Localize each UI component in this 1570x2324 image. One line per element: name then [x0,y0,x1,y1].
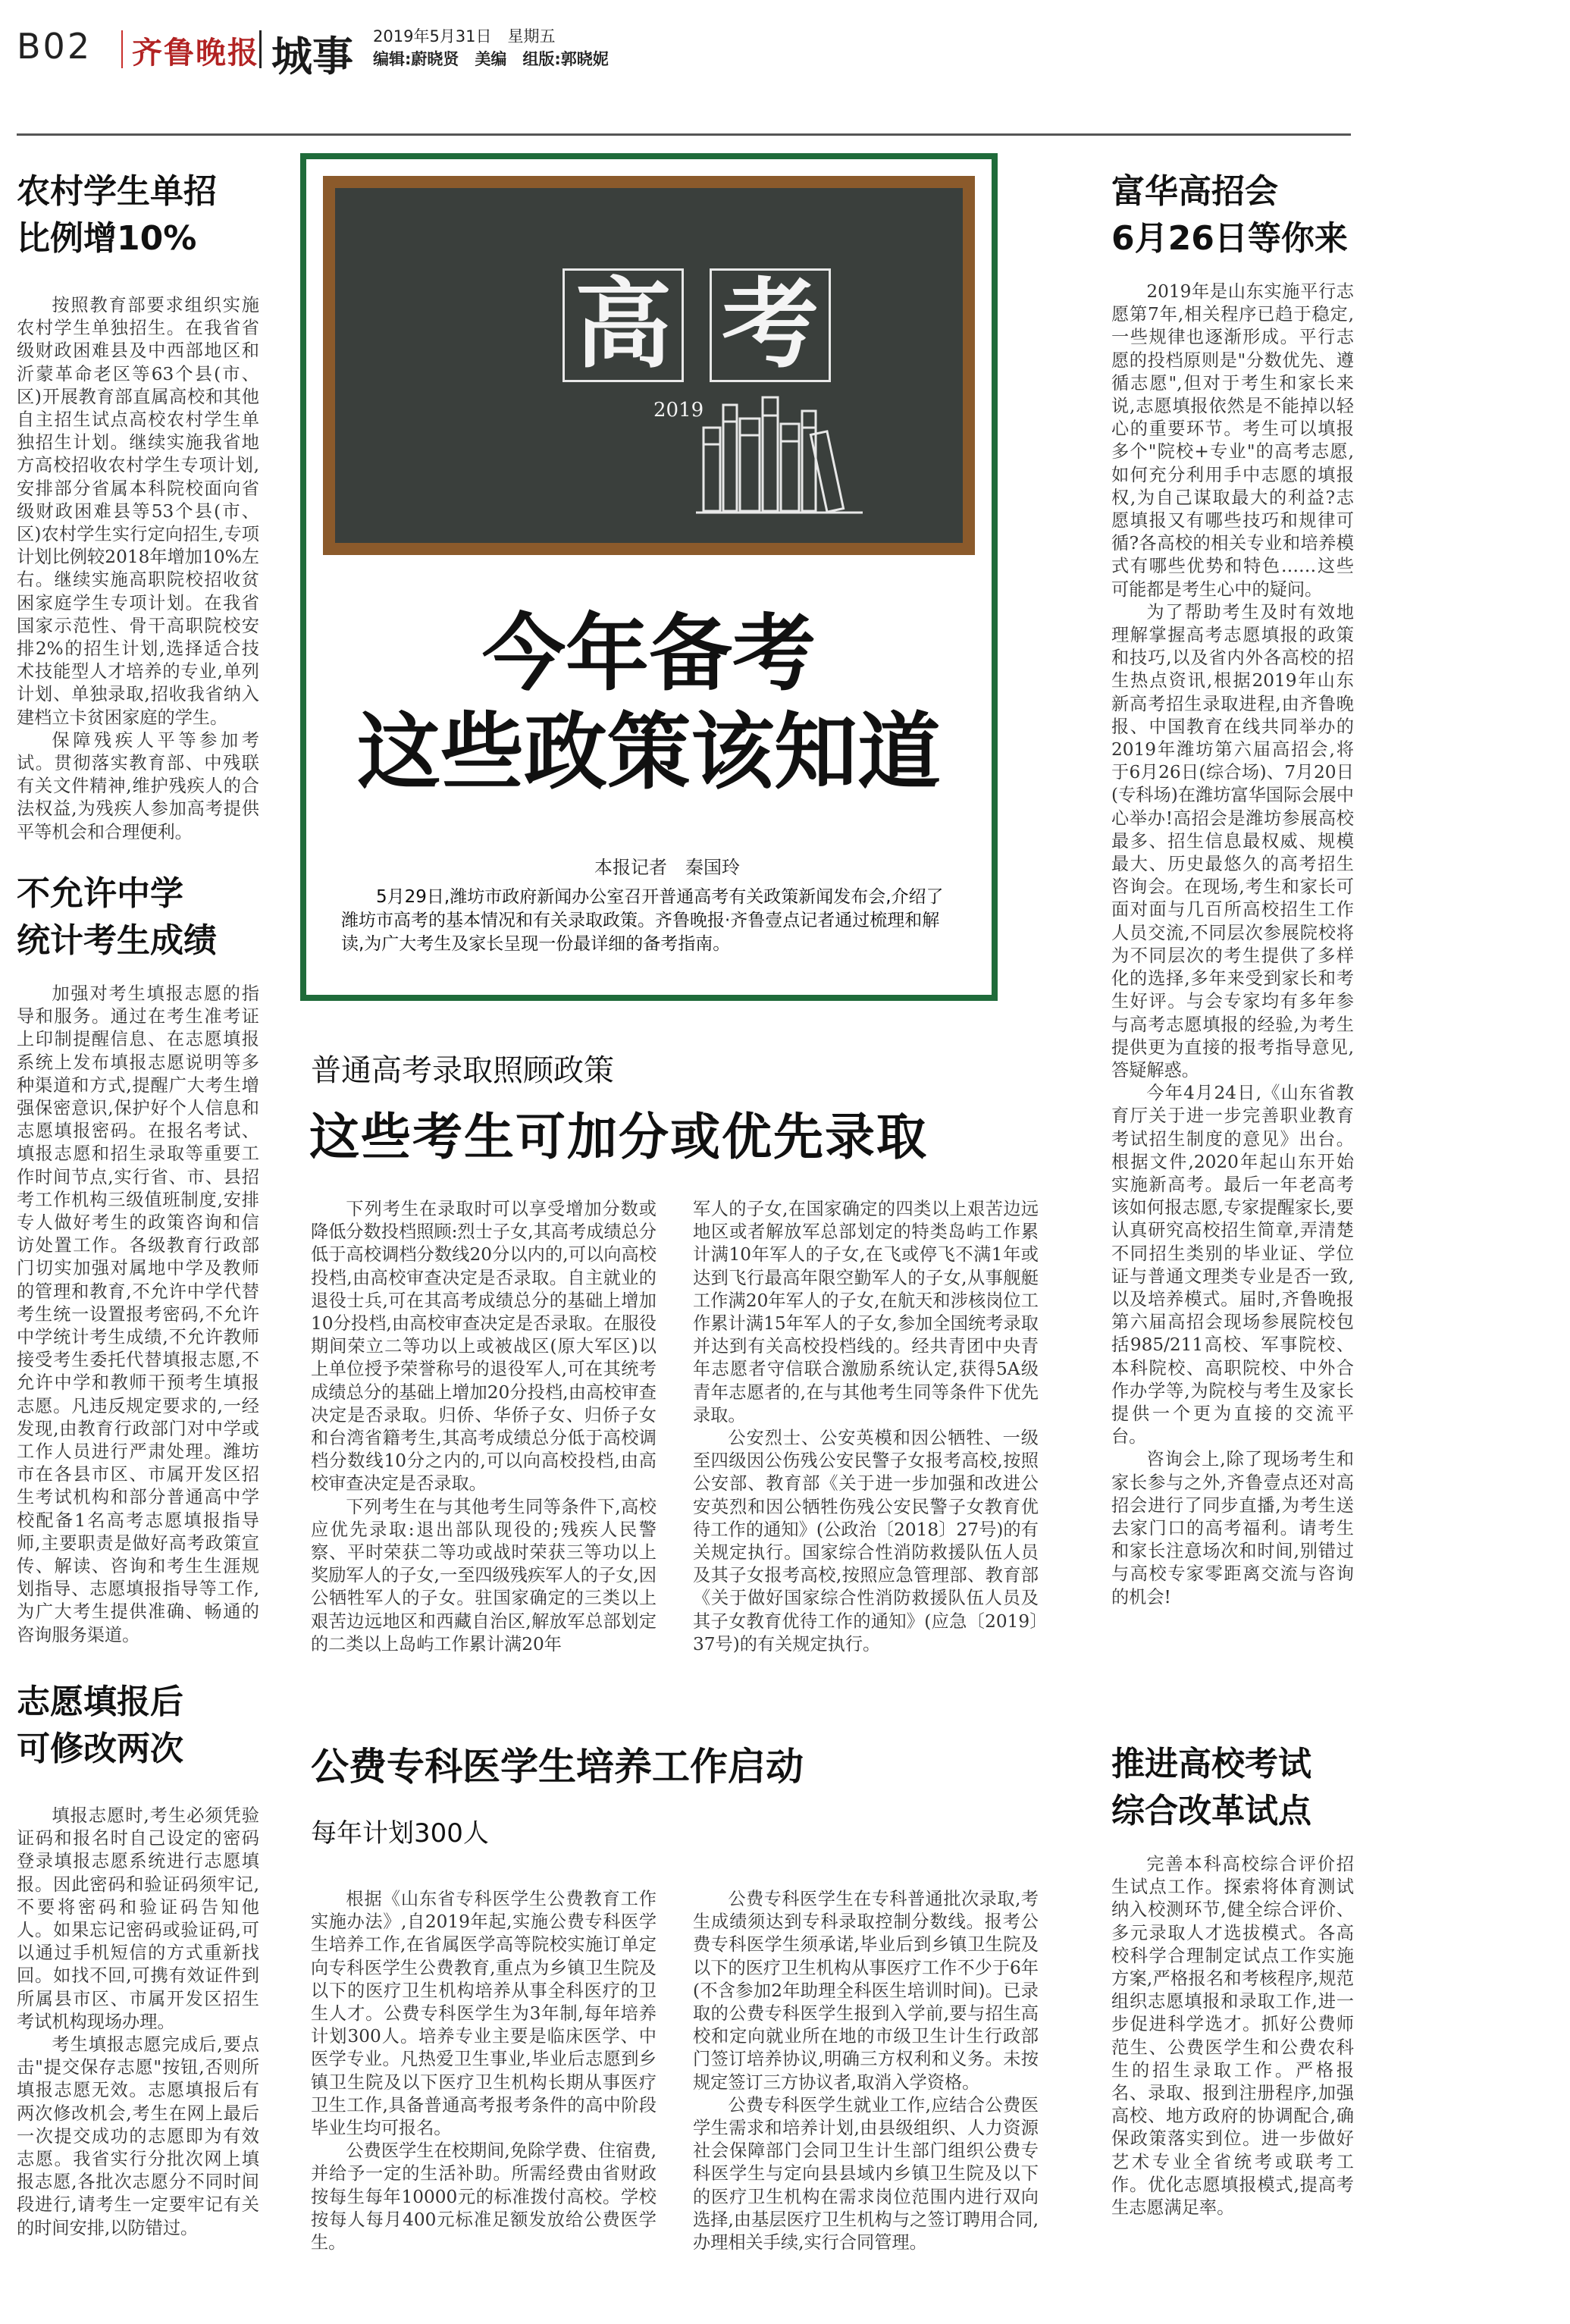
paragraph: 填报志愿时,考生必须凭验证码和报名时自己设定的密码登录填报志愿系统进行志愿填报。因此密码和验证码须牢记,不要将密码和验证码告知他人。如果忘记密码或验证码,可以通过手机短信的方式重新找回。如找不回,可携有效证件到所属县市区、市属开发区招生考试机构现场办理。 [17,1805,259,2032]
article-title [17,1679,259,1773]
article-fair [1111,168,1354,1609]
dateline: 2019年5月31日 星期五 [373,27,556,45]
section-kicker: 每年计划300人 [311,1818,489,1849]
section-title: 公费专科医学生培养工作启动 [311,1745,804,1789]
article-title [1111,1741,1354,1835]
article-body [1111,281,1354,1609]
paragraph: 公安烈士、公安英模和因公牺牲、一级至四级因公伤残公安民警子女报考高校,按照公安部、教育部《关于进一步加强和改进公安英烈和因公牺牲伤残公安民警子女教育优待工作的通知》(公政治〔2018〕27号)的有关规定执行。国家综合性消防救援队伍人员及其子女报考高校,按照应急管理部、教育部《关于做好国家综合性消防救援队伍人员及其子女教育优待工作的通知》(应急〔2019〕37号)的有关规定执行。 [693,1428,1039,1654]
article-modify-twice [17,1679,259,2240]
paragraph: 咨询会上,除了现场考生和家长参与之外,齐鲁壹点还对高招会进行了同步直播,为考生送去家门口的高考福利。请考生和家长注意场次和时间,别错过与高校专家零距离交流与咨询的机会! [1111,1449,1354,1607]
paragraph: 为了帮助考生及时有效地理解掌握高考志愿填报的政策和技巧,以及省内外各高校的招生热点资讯,根据2019年山东新高考招生录取进程,由齐鲁晚报、中国教育在线共同举办的2019年潍坊第六届高招会,将于6月26日(综合场)、7月20日(专科场)在潍坊富华国际会展中心举办!高招会是潍坊参展高校最多、招生信息最权威、规模最大、历史最悠久的高考招生咨询会。在现场,考生和家长可面对面与几百所高校招生工作人员交流,不同层次参展院校将为不同层次的考生提供了多样化的选择,多年来受到家长和考生好评。与会专家均有多年参与高考志愿填报的经验,为考生提供更为直接的报考指导意见,答疑解惑。 [1111,601,1354,1080]
section-title: 这些考生可加分或优先录取 [309,1108,928,1166]
paragraph: 公费专科医学生在专科普通批次录取,考生成绩须达到专科录取控制分数线。报考公费专科医学生须承诺,毕业后到乡镇卫生院及以下的医疗卫生机构从事医疗工作不少于6年(不含参加2年助理全科医生培训时间)。已录取的公费专科医学生报到入学前,要与招生高校和定向就业所在地的市级卫生计生行政部门签订培养协议,明确三方权利和义务。未按规定签订三方协议者,取消入学资格。 [693,1889,1039,2093]
article-title [17,168,259,262]
article-body [17,983,259,1647]
article-column [693,1198,1039,1656]
paragraph: 2019年是山东实施平行志愿第7年,相关程序已趋于稳定,一些规律也逐渐形成。平行志愿的投档原则是"分数优先、遵循志愿",但对于考生和家长来说,志愿填报依然是不能掉以轻心的重要环节。考生可以填报多个"院校+专业"的高考志愿,如何充分利用手中志愿的填报权,为自己谋取最大的利益?志愿填报又有哪些技巧和规律可循?各高校的相关专业和培养模式有哪些优势和特色……这些可能都是考生心中的疑问。 [1111,281,1354,600]
masthead [17,21,1427,80]
paragraph: 完善本科高校综合评价招生试点工作。探索将体育测试纳入校测环节,健全综合评价、多元录取人才选拔模式。各高校科学合理制定试点工作实施方案,严格报名和考核程序,规范组织志愿填报和录取工作,进一步促进科学选才。抓好公费师范生、公费医学生和公费农科生的招生录取工作。严格报名、录取、报到注册程序,加强高校、地方政府的协调配合,确保政策落实到位。进一步做好艺术专业全省统考或联考工作。优化志愿填报模式,提高考生志愿满足率。 [1111,1854,1354,2219]
article-body [1111,1853,1354,2219]
title-line: 不允许中学 [17,874,183,913]
article-reform-pilot [1111,1741,1354,2219]
paragraph: 下列考生在与其他考生同等条件下,高校应优先录取:退出部队现役的;残疾人民警察、平时荣获二等功或战时荣获三等功以上奖励军人的子女,一至四级残疾军人的子女,因公牺牲军人的子女。驻国家确定的三类以上艰苦边远地区和西藏自治区,解放军总部划定的二类以上岛屿工作累计满20年 [311,1496,657,1654]
newspaper-logo: 齐鲁晚报 [132,35,259,71]
article-body [17,294,259,844]
divider [121,30,123,68]
paragraph: 军人的子女,在国家确定的四类以上艰苦边远地区或者解放军总部划定的特类岛屿工作累计满10年军人的子女,在飞或停飞不满1年或达到飞行最高年限空勤军人的子女,从事舰艇工作满20年军人的子女,在航天和涉核岗位工作累计满15年军人的子女,参加全国统考录取并达到有关高校投档线的。经共青团中央青年志愿者守信联合激励系统认定,获得5A级青年志愿者的,在与其他考生同等条件下优先录取。 [693,1199,1039,1425]
article-column [311,1888,657,2254]
article-rural-students [17,168,259,844]
title-line: 富华高招会 [1111,172,1278,211]
credits: 编辑:蔚晓贤 美编 组版:郭晓妮 [373,50,609,68]
board-year: 2019 [653,399,704,422]
title-line: 志愿填报后 [17,1683,183,1721]
byline: 本报记者 秦国玲 [594,857,740,878]
paragraph: 根据《山东省专科医学生公费教育工作实施办法》,自2019年起,实施公费专科医学生培养工作,在省属医学高等院校实施订单定向专科医学生公费教育,重点为乡镇卫生院及以下的医疗卫生机构培养从事全科医疗的卫生人才。公费专科医学生为3年制,每年培养计划300人。培养专业主要是临床医学、中医学专业。凡热爱卫生事业,毕业后志愿到乡镇卫生院及以下医疗卫生机构长期从事医疗卫生工作,具备普通高考报考条件的高中阶段毕业生均可报名。 [311,1889,657,2139]
paragraph: 考生填报志愿完成后,要点击"提交保存志愿"按钮,否则所填报志愿无效。志愿填报后有两次修改机会,考生在网上最后一次提交成功的志愿即为有效志愿。我省实行分批次网上填报志愿,各批次志愿分不同时间段进行,请考生一定要牢记有关的时间安排,以防错过。 [17,2034,259,2238]
feature-headline [306,607,992,799]
title-line: 比例增10% [17,219,197,258]
title-line: 综合改革试点 [1111,1792,1311,1830]
title-line: 推进高校考试 [1111,1745,1311,1783]
section-kicker: 普通高考录取照顾政策 [311,1053,614,1088]
article-column [693,1888,1039,2254]
page-number: B02 [17,26,92,67]
title-line: 6月26日等你来 [1111,219,1348,258]
headline-line: 这些政策该知道 [357,704,941,801]
divider [259,30,262,68]
board-char: 考 [710,268,831,382]
chalkboard-illustration [323,176,975,555]
headline-line: 今年备考 [482,605,816,702]
article-body [17,1805,259,2240]
title-line: 可修改两次 [17,1730,183,1768]
section-name: 城事 [271,33,353,80]
title-line: 农村学生单招 [17,172,217,211]
article-no-stats [17,870,259,1647]
paragraph: 下列考生在录取时可以享受增加分数或降低分数投档照顾:烈士子女,其高考成绩总分低于高校调档分数线20分以内的,可以向高校投档,由高校审查决定是否录取。自主就业的退役士兵,可在其高考成绩总分的基础上增加10分投档,由高校审查决定是否录取。在服役期间荣立二等功以上或被战区(原大军区)以上单位授予荣誉称号的退役军人,可在其统考成绩总分的基础上增加20分投档,由高校审查决定是否录取。归侨、华侨子女、归侨子女和台湾省籍考生,其高考成绩总分低于高校调档分数线10分之内的,可以向高校投档,由高校审查决定是否录取。 [311,1199,657,1494]
paragraph: 加强对考生填报志愿的指导和服务。通过在考生准考证上印制提醒信息、在志愿填报系统上发布填报志愿说明等多种渠道和方式,提醒广大考生增强保密意识,保护好个人信息和志愿填报密码。在报名考试、填报志愿和招生录取等重要工作时间节点,实行省、市、县招考工作机构三级值班制度,安排专人做好考生的政策咨询和信访处置工作。各级教育行政部门切实加强对属地中学及教师的管理和教育,不允许中学代替考生统一设置报考密码,不允许中学统计考生成绩,不允许教师接受考生委托代替填报志愿,不允许中学和教师干预考生填报志愿。凡违反规定要求的,一经发现,由教育行政部门对中学或工作人员进行严肃处理。潍坊市在各县市区、市属开发区招生考试机构和部分普通高中学校配备1名高考志愿填报指导师,主要职责是做好高考政策宣传、解读、咨询和考生生涯规划指导、志愿填报指导等工作,为广大考生提供准确、畅通的咨询服务渠道。 [17,983,259,1645]
article-column [311,1198,657,1656]
board-char: 高 [563,268,684,382]
title-line: 统计考生成绩 [17,921,217,960]
article-title [17,870,259,964]
lede: 5月29日,潍坊市政府新闻办公室召开普通高考有关政策新闻发布会,介绍了潍坊市高考的基本情况和有关录取政策。齐鲁晚报·齐鲁壹点记者通过梳理和解读,为广大考生及家长呈现一份最详细的备考指南。 [341,887,944,954]
paragraph: 公费医学生在校期间,免除学费、住宿费,并给予一定的生活补助。所需经费由省财政按每生每年10000元的标准拨付高校。学校按每人每月400元标准足额发放给公费医学生。 [311,2141,657,2253]
paragraph: 保障残疾人平等参加考试。贯彻落实教育部、中残联有关文件精神,维护残疾人的合法权益,为残疾人参加高考提供平等机会和合理便利。 [17,729,259,842]
paragraph: 今年4月24日,《山东省教育厅关于进一步完善职业教育考试招生制度的意见》出台。根据文件,2020年起山东开始实施新高考。最后一年老高考该如何报志愿,专家提醒家长,要认真研究高校招生简章,弄清楚不同招生类别的毕业证、学位证与普通文理类专业是否一致,以及培养模式。届时,齐鲁晚报第六届高招会现场参展院校包括985/211高校、军事院校、本科院校、高职院校、中外合作办学等,为院校与考生及家长提供一个更为直接的交流平台。 [1111,1083,1354,1447]
paragraph: 按照教育部要求组织实施农村学生单独招生。在我省省级财政困难县及中西部地区和沂蒙革命老区等63个县(市、区)开展教育部直属高校和其他自主招生试点高校农村学生单独招生计划。继续实施我省地方高校招收农村学生专项计划,安排部分省属本科院校面向省级财政困难县等53个县(市、区)农村学生实行定向招生,专项计划比例较2018年增加10%左右。继续实施高职院校招收贫困家庭学生专项计划。在我省国家示范性、骨干高职院校安排2%的招生计划,选择适合技术技能型人才培养的专业,单列计划、单独录取,招收我省纳入建档立卡贫困家庭的学生。 [17,295,259,728]
feature-box [300,153,998,1001]
paragraph: 公费专科医学生就业工作,应结合公费医学生需求和培养计划,由县级组织、人力资源社会保障部门会同卫生计生部门组织公费专科医学生与定向县县域内乡镇卫生院及以下的医疗卫生机构在需求岗位范围内进行双向选择,由基层医疗卫生机构与之签订聘用合同,办理相关手续,实行合同管理。 [693,2094,1039,2253]
masthead-rule [17,133,1351,136]
books-icon [696,382,885,534]
article-title [1111,168,1354,262]
